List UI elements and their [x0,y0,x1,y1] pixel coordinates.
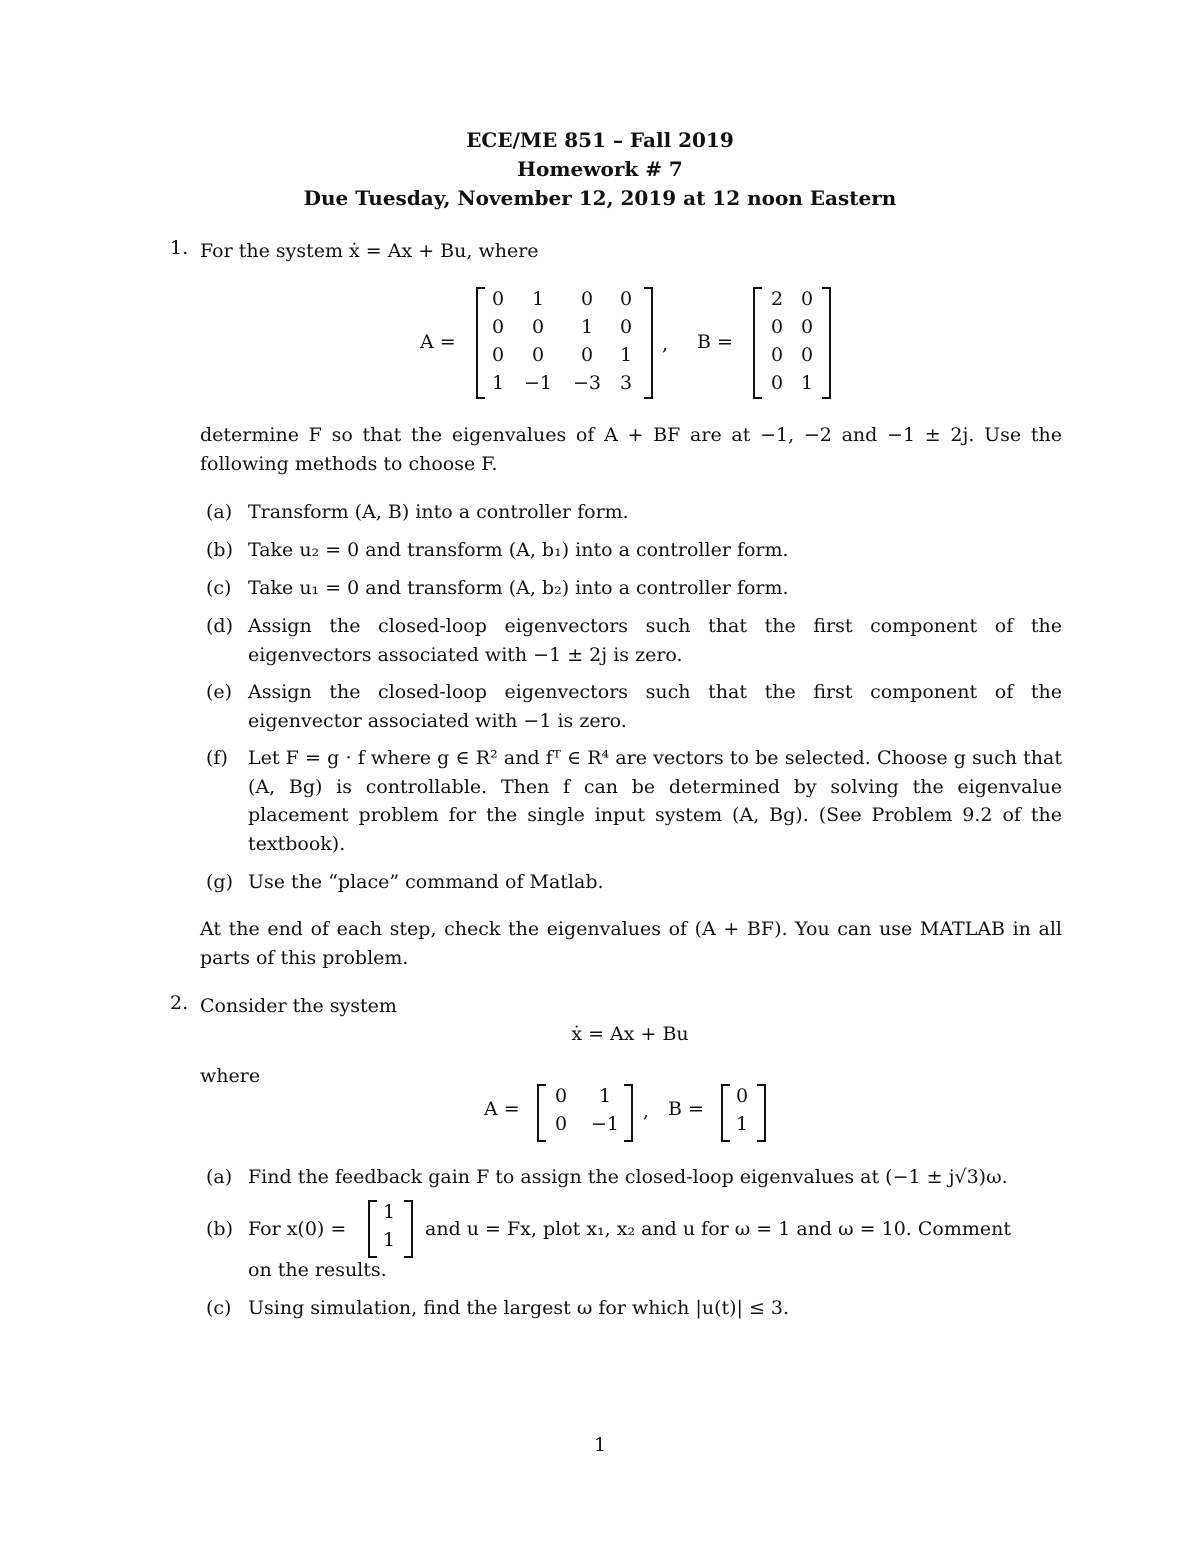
matrix-cell: 0 [770,316,784,338]
item-text: Assign the closed-loop eigenvectors such that the first component of the eigenvector associated with −1 is zero. [248,681,1062,732]
matrix-a-label: A = [420,331,456,353]
item-text: Transform (A, B) into a controller form. [248,501,629,523]
matrix-cell: 2 [770,288,784,310]
due-date: Due Tuesday, November 12, 2019 at 12 noon Eastern [303,186,897,210]
matrix-cell: 0 [735,1085,749,1107]
matrix-cell: −1 [590,1113,619,1135]
matrix-cell: 0 [554,1113,568,1135]
item-label: (b) [206,1218,233,1240]
matrix-a2-label: A = [484,1098,520,1120]
item-label: (b) [206,539,233,561]
problem-2-intro: Consider the system [200,995,397,1017]
matrix-cell: 0 [491,288,505,310]
matrix-a2-right-bracket [624,1084,633,1142]
matrix-cell: 0 [491,344,505,366]
item-b-pre: For x(0) = [248,1218,347,1240]
item-label: (f) [206,747,228,769]
problem-1-item-f [206,744,1062,858]
matrix-cell: 0 [619,288,633,310]
item-label: (c) [206,1297,232,1319]
problem-1-item-d [206,612,1062,669]
matrix-cell: 0 [770,344,784,366]
item-text: Using simulation, find the largest ω for which |u(t)| ≤ 3. [248,1297,790,1319]
item-text: Take u₂ = 0 and transform (A, b₁) into a controller form. [248,539,789,561]
problem-2-equation: ẋ = Ax + Bu [571,1023,689,1045]
problem-2-item-c [206,1294,1062,1323]
item-text: Let F = g · f where g ∈ R² and fᵀ ∈ R⁴ are vectors to be selected. Choose g such that (A, Bg) is controllable. Then f can be determined by solving the eigenvalue placement problem for the single input system (A, Bg). (See Problem 9.2 of the textbook). [248,747,1062,855]
course-title: ECE/ME 851 – Fall 2019 [466,128,734,152]
matrix-cell: 0 [531,344,545,366]
homework-title: Homework # 7 [517,157,683,181]
matrix-cell: 1 [619,344,633,366]
item-text: Take u₁ = 0 and transform (A, b₂) into a controller form. [248,577,789,599]
item-b-post: and u = Fx, plot x₁, x₂ and u for ω = 1 and ω = 10. Comment [425,1218,1012,1240]
matrix-cell: 0 [580,288,594,310]
problem-2-where: where [200,1065,261,1087]
matrix-cell: 0 [554,1085,568,1107]
item-label: (a) [206,501,233,523]
matrix-cell: 0 [800,344,814,366]
item-b-cont: on the results. [248,1259,387,1281]
page-number: 1 [593,1434,607,1456]
matrix-cell: 0 [619,316,633,338]
problem-1-item-c [206,574,1062,603]
item-label: (d) [206,615,233,637]
matrix-cell: 1 [580,316,594,338]
matrix-cell: −3 [572,372,601,394]
matrix-cell: 0 [580,344,594,366]
vector-cell: 1 [382,1201,396,1223]
problem-1-intro: For the system ẋ = Ax + Bu, where [200,240,539,262]
matrix-separator-comma: , [643,1100,650,1122]
problem-2-number: 2. [170,992,189,1014]
vector-cell: 1 [382,1229,396,1251]
problem-1-closing: At the end of each step, check the eigenvalues of (A + BF). You can use MATLAB in all parts of this problem. [200,918,1062,969]
item-label: (e) [206,681,233,703]
item-text: Find the feedback gain F to assign the closed-loop eigenvalues at (−1 ± j√3)ω. [248,1166,1008,1188]
matrix-cell: 0 [800,316,814,338]
matrix-separator-comma: , [662,333,669,355]
problem-1-item-b [206,536,1062,565]
item-text: Assign the closed-loop eigenvectors such that the first component of the eigenvectors associated with −1 ± 2j is zero. [248,615,1062,666]
matrix-cell: 1 [598,1085,612,1107]
problem-1-item-a [206,498,1062,527]
matrix-cell: 0 [800,288,814,310]
matrix-cell: −1 [523,372,552,394]
matrix-cell: 1 [531,288,545,310]
problem-1-determine: determine F so that the eigenvalues of A + BF are at −1, −2 and −1 ± 2j. Use the following methods to choose F. [200,424,1062,475]
problem-2-item-a [206,1163,1062,1192]
matrix-cell: 0 [770,372,784,394]
problem-1-number: 1. [170,237,189,259]
item-label: (a) [206,1166,233,1188]
matrix-cell: 1 [735,1113,749,1135]
problem-1-item-e [206,678,1062,735]
matrix-cell: 0 [531,316,545,338]
matrix-cell: 0 [491,316,505,338]
problem-1-item-g [206,868,1062,897]
item-text: Use the “place” command of Matlab. [248,871,604,893]
matrix-b-label: B = [697,331,733,353]
matrix-cell: 1 [491,372,505,394]
item-label: (g) [206,871,233,893]
item-label: (c) [206,577,232,599]
document-header [0,126,1200,213]
matrix-b2-label: B = [668,1098,704,1120]
matrix-cell: 3 [619,372,633,394]
matrix-cell: 1 [800,372,814,394]
